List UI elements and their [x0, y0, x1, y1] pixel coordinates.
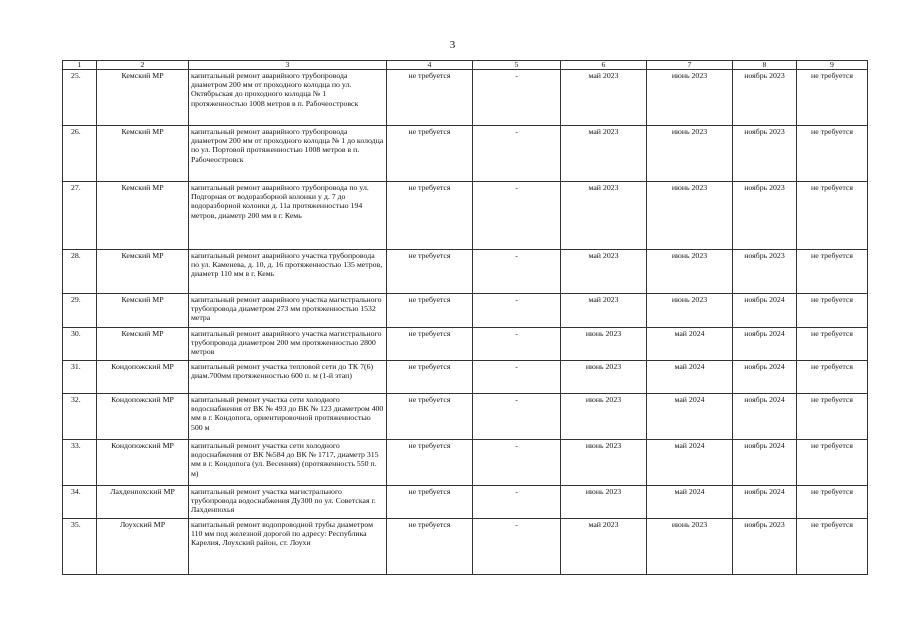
row-number: 31. — [63, 361, 97, 394]
col-header: 4 — [387, 61, 473, 70]
district-cell: Кемский МР — [97, 250, 189, 294]
table-cell: май 2024 — [647, 440, 733, 486]
row-number: 27. — [63, 182, 97, 250]
table-cell: не требуется — [387, 440, 473, 486]
table-cell: июнь 2023 — [647, 519, 733, 575]
table-cell: ноябрь 2024 — [733, 394, 797, 440]
table-cell: июнь 2023 — [561, 486, 647, 519]
row-number: 33. — [63, 440, 97, 486]
district-cell: Лахденпохский МР — [97, 486, 189, 519]
row-number: 34. — [63, 486, 97, 519]
table-cell: не требуется — [797, 361, 868, 394]
header-row — [63, 61, 868, 70]
work-description-cell: капитальный ремонт аварийного трубопровода диаметром 200 мм от проходного колодца № 1 до колодца по ул. Портовой протяженностью 1008 метров в п. Рабочеостровск — [189, 126, 387, 182]
table-row — [63, 519, 868, 575]
table-row — [63, 182, 868, 250]
district-cell: Кондопожский МР — [97, 361, 189, 394]
district-cell: Кемский МР — [97, 126, 189, 182]
table-cell: не требуется — [387, 182, 473, 250]
district-cell: Кемский МР — [97, 182, 189, 250]
col-header: 3 — [189, 61, 387, 70]
table-cell: июнь 2023 — [561, 394, 647, 440]
table-cell: - — [473, 486, 561, 519]
table-cell: июнь 2023 — [647, 182, 733, 250]
table-cell: - — [473, 294, 561, 328]
table-cell: ноябрь 2023 — [733, 519, 797, 575]
table-cell: не требуется — [797, 250, 868, 294]
table-cell: не требуется — [387, 70, 473, 126]
table-cell: май 2023 — [561, 126, 647, 182]
table-cell: не требуется — [797, 182, 868, 250]
table-cell: - — [473, 394, 561, 440]
table-row — [63, 394, 868, 440]
work-description-cell: капитальный ремонт аварийного участка магистрального трубопровода диаметром 200 мм протяженностью 2800 метров — [189, 328, 387, 361]
district-cell: Кондопожский МР — [97, 394, 189, 440]
table-cell: май 2024 — [647, 328, 733, 361]
table-cell: ноябрь 2024 — [733, 294, 797, 328]
district-cell: Кемский МР — [97, 328, 189, 361]
district-cell: Лоухский МР — [97, 519, 189, 575]
table-cell: - — [473, 440, 561, 486]
table-cell: июнь 2023 — [647, 126, 733, 182]
table-cell: - — [473, 361, 561, 394]
table-cell: не требуется — [387, 126, 473, 182]
row-number: 26. — [63, 126, 97, 182]
table-cell: июнь 2023 — [647, 294, 733, 328]
row-number: 32. — [63, 394, 97, 440]
work-description-cell: капитальный ремонт участка сети холодного водоснабжения от ВК № 493 до ВК № 123 диаметром 400 мм в г. Кондопога, ориентировочной протяженностью 500 м — [189, 394, 387, 440]
table-cell: не требуется — [797, 486, 868, 519]
table-cell: май 2023 — [561, 294, 647, 328]
col-header: 9 — [797, 61, 868, 70]
table-cell: не требуется — [387, 361, 473, 394]
table-cell: не требуется — [387, 294, 473, 328]
table-cell: не требуется — [387, 394, 473, 440]
district-cell: Кемский МР — [97, 70, 189, 126]
table-cell: ноябрь 2023 — [733, 126, 797, 182]
table-cell: ноябрь 2024 — [733, 328, 797, 361]
table-cell: не требуется — [387, 519, 473, 575]
table-cell: не требуется — [797, 328, 868, 361]
district-cell: Кондопожский МР — [97, 440, 189, 486]
table-cell: ноябрь 2023 — [733, 250, 797, 294]
col-header: 7 — [647, 61, 733, 70]
table-cell: не требуется — [797, 394, 868, 440]
table-cell: июнь 2023 — [561, 328, 647, 361]
table-cell: ноябрь 2024 — [733, 440, 797, 486]
col-header: 1 — [63, 61, 97, 70]
work-description-cell: капитальный ремонт аварийного трубопровода диаметром 200 мм от проходного колодца по ул. Октябрьская до проходного колодца № 1 протяженностью 1008 метров в п. Рабочеостровск — [189, 70, 387, 126]
table-cell: - — [473, 182, 561, 250]
row-number: 25. — [63, 70, 97, 126]
table-cell: - — [473, 126, 561, 182]
table-cell: май 2024 — [647, 361, 733, 394]
table-cell: не требуется — [797, 440, 868, 486]
work-description-cell: капитальный ремонт аварийного участка магистрального трубопровода диаметром 273 мм протяженностью 1532 метра — [189, 294, 387, 328]
table-cell: июнь 2023 — [561, 440, 647, 486]
table-cell: - — [473, 519, 561, 575]
work-description-cell: капитальный ремонт участка магистрального трубопровода водоснабжения Ду300 по ул. Советская г. Лахденпохья — [189, 486, 387, 519]
table-cell: не требуется — [797, 294, 868, 328]
table-row — [63, 440, 868, 486]
row-number: 29. — [63, 294, 97, 328]
table-row — [63, 250, 868, 294]
table-cell: не требуется — [797, 126, 868, 182]
row-number: 30. — [63, 328, 97, 361]
work-description-cell: капитальный ремонт водопроводной трубы диаметром 110 мм под железной дорогой по адресу: Республика Карелия, Лоухский район, ст. Лоухи — [189, 519, 387, 575]
work-description-cell: капитальный ремонт участка сети холодного водоснабжения от ВК №584 до ВК № 1717, диаметр 315 мм в г. Кондопога (ул. Весенняя) (протяженность 550 п. м) — [189, 440, 387, 486]
work-description-cell: капитальный ремонт участка тепловой сети до ТК 7(6) диам.700мм протяженностью 600 п. м (1-й этап) — [189, 361, 387, 394]
col-header: 8 — [733, 61, 797, 70]
table-row — [63, 126, 868, 182]
table-cell: май 2023 — [561, 519, 647, 575]
work-description-cell: капитальный ремонт аварийного участка трубопровода по ул. Каменева, д. 10, д. 16 протяженностью 135 метров, диаметр 110 мм в г. Кемь — [189, 250, 387, 294]
table-row — [63, 328, 868, 361]
table-cell: май 2024 — [647, 394, 733, 440]
table-row — [63, 70, 868, 126]
table-cell: май 2023 — [561, 70, 647, 126]
district-cell: Кемский МР — [97, 294, 189, 328]
work-description-cell: капитальный ремонт аварийного трубопровода по ул. Подгорная от водоразборной колонки у д. 7 до водоразборной колонки д. 11а протяженностью 194 метров, диаметр 200 мм в г. Кемь — [189, 182, 387, 250]
table-cell: май 2023 — [561, 182, 647, 250]
table-cell: не требуется — [387, 250, 473, 294]
table-row — [63, 486, 868, 519]
table-cell: не требуется — [387, 328, 473, 361]
table-cell: не требуется — [387, 486, 473, 519]
table-cell: - — [473, 70, 561, 126]
table-row — [63, 294, 868, 328]
table-cell: - — [473, 250, 561, 294]
row-number: 35. — [63, 519, 97, 575]
table-cell: не требуется — [797, 519, 868, 575]
col-header: 2 — [97, 61, 189, 70]
table-cell: июнь 2023 — [647, 250, 733, 294]
table-cell: июнь 2023 — [647, 70, 733, 126]
works-table — [62, 60, 868, 575]
table-cell: май 2023 — [561, 250, 647, 294]
table-cell: ноябрь 2023 — [733, 182, 797, 250]
col-header: 6 — [561, 61, 647, 70]
table-cell: ноябрь 2024 — [733, 361, 797, 394]
table-cell: ноябрь 2023 — [733, 70, 797, 126]
table-cell: ноябрь 2024 — [733, 486, 797, 519]
table-cell: не требуется — [797, 70, 868, 126]
table-cell: - — [473, 328, 561, 361]
table-row — [63, 361, 868, 394]
page-number: 3 — [449, 39, 456, 51]
col-header: 5 — [473, 61, 561, 70]
row-number: 28. — [63, 250, 97, 294]
table-cell: май 2024 — [647, 486, 733, 519]
table-cell: июнь 2023 — [561, 361, 647, 394]
